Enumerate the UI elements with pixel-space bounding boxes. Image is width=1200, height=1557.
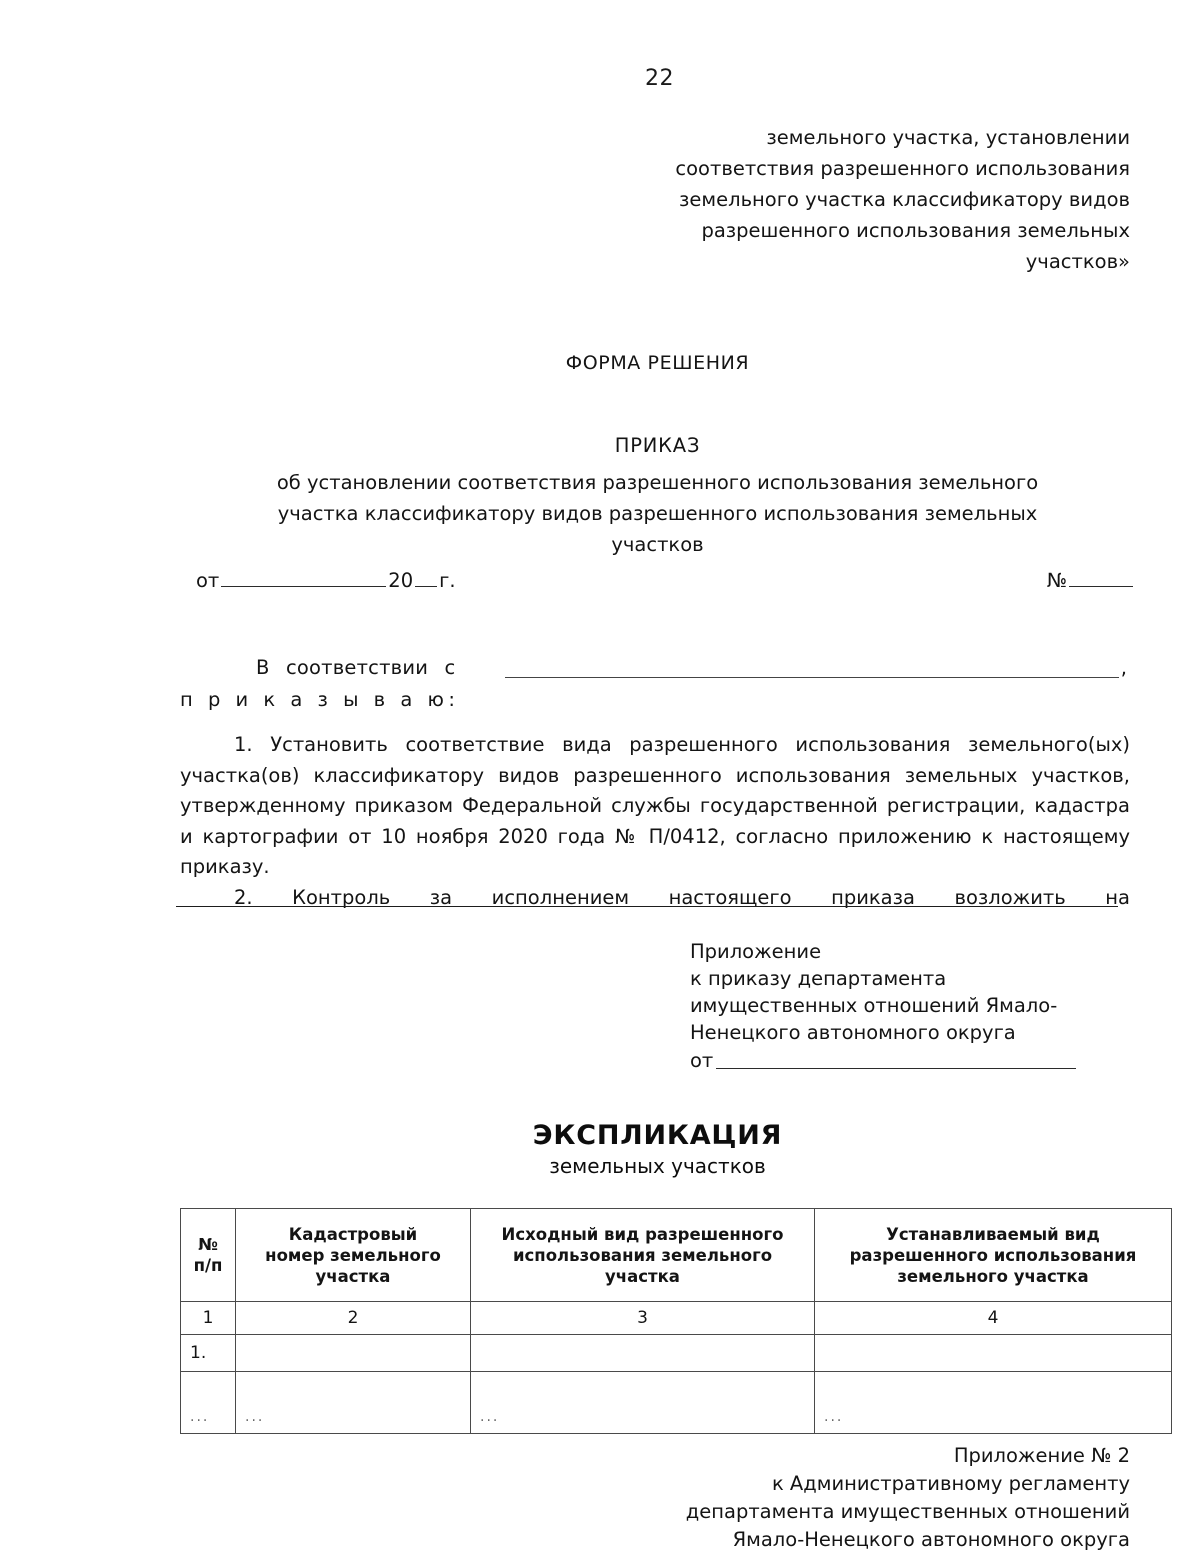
footer-line-2: к Административному регламенту [771,1472,1130,1495]
table-row [181,1302,1172,1335]
cell-index: 1 [181,1302,236,1335]
date-year-suffix: г. [439,569,456,592]
quote-line-4: разрешенного использования земельных [701,219,1130,242]
explication-subtitle: земельных участков [549,1154,766,1178]
attachment-ref-line-4: Ненецкого автономного округа [690,1021,1016,1044]
cell-index: ... [181,1372,236,1434]
order-title-kicker: ПРИКАЗ [614,434,701,457]
date-from-label: от [196,569,220,592]
responsible-person-blank-line[interactable] [176,906,1118,907]
order-title [180,430,1135,560]
order-body [180,730,1130,913]
column-header-established-line-2: разрешенного использования [849,1245,1137,1265]
cell-cadastral-number[interactable] [236,1335,471,1372]
accordance-block [180,652,1135,715]
column-header-initial-line-1: Исходный вид разрешенного [501,1224,784,1244]
column-header-index-line-1: № [198,1235,218,1254]
column-header-cadastral-line-1: Кадастровый [288,1224,418,1244]
column-header-initial-line-2: использования земельного [512,1245,773,1265]
column-header-established-line-1: Устанавливаемый вид [886,1224,1100,1244]
column-header-cadastral-number [236,1209,471,1302]
attachment-ref-line-2: к приказу департамента [690,967,947,990]
quote-line-5: участков» [1025,250,1130,273]
quote-line-2: соответствия разрешенного использования [675,157,1130,180]
cell-initial-use: 3 [471,1302,815,1335]
attachment-date-blank-line[interactable] [716,1068,1076,1069]
accordance-blank-line[interactable] [505,677,1119,678]
order-title-subtitle: об установлении соответствия разрешенного использования земельного участка классификатору видов разрешенного использования земельных участков [276,471,1039,556]
order-number-blank-line[interactable] [1069,571,1133,587]
column-header-initial-line-3: участка [605,1266,680,1286]
command-word: п р и к а з ы в а ю: [180,688,460,711]
form-heading: ФОРМА РЕШЕНИЯ [565,352,750,374]
accordance-line [180,652,1135,683]
paragraph-1: 1. Установить соответствие вида разрешенного использования земельного(ых) участка(ов) классификатору видов разрешенного использования земельных участков, утвержденному приказом Федеральной службы государственной регистрации, кадастра и картографии от 10 ноября 2020 года № П/0412, согласно приложению к настоящему приказу. [180,733,1130,878]
date-field-group [196,569,456,592]
date-year-prefix: 20 [388,569,414,592]
table-body [181,1302,1172,1434]
attachment-reference [690,938,1090,1074]
attachment-ref-line-3: имущественных отношений Ямало- [690,994,1058,1017]
quoted-title-continuation [640,122,1130,277]
page-number: 22 [645,66,674,91]
column-header-established-use [815,1209,1172,1302]
column-header-cadastral-line-2: номер земельного [265,1245,441,1265]
cell-established-use[interactable] [815,1335,1172,1372]
explication-title: ЭКСПЛИКАЦИЯ [532,1120,783,1151]
cell-index: 1. [181,1335,236,1372]
column-header-index-line-2: п/п [193,1256,223,1275]
cell-established-use: 4 [815,1302,1172,1335]
table-header-row [181,1209,1172,1302]
column-header-index [181,1209,236,1302]
cell-cadastral-number: 2 [236,1302,471,1335]
cell-initial-use: ... [471,1372,815,1434]
cell-initial-use[interactable] [471,1335,815,1372]
footer-attachment-reference [600,1442,1130,1554]
column-header-cadastral-line-3: участка [315,1266,391,1286]
footer-line-4: Ямало-Ненецкого автономного округа [732,1528,1130,1551]
explication-title-block [180,1120,1135,1178]
attachment-date-row [690,1047,1090,1074]
paragraph-2: 2. Контроль за исполнением настоящего приказа возложить на [234,885,1130,909]
cell-established-use: ... [815,1372,1172,1434]
quote-line-1: земельного участка, установлении [766,126,1130,149]
table-row [181,1335,1172,1372]
explication-table [180,1208,1172,1434]
accordance-label: В соответствии с [256,656,456,679]
date-blank-line[interactable] [221,571,386,587]
table-header [181,1209,1172,1302]
cell-cadastral-number: ... [236,1372,471,1434]
quote-line-3: земельного участка классификатору видов [679,188,1130,211]
attachment-date-label: от [690,1049,714,1072]
year-blank-line[interactable] [415,571,437,587]
order-number-group [1047,569,1135,592]
table-row [181,1372,1172,1434]
column-header-established-line-3: земельного участка [897,1266,1089,1286]
accordance-comma: , [1120,656,1127,679]
attachment-ref-line-1: Приложение [690,940,822,963]
order-number-label: № [1046,569,1067,592]
footer-line-3: департамента имущественных отношений [685,1500,1130,1523]
date-number-row [180,569,1135,601]
footer-line-1: Приложение № 2 [953,1444,1130,1467]
column-header-initial-use [471,1209,815,1302]
